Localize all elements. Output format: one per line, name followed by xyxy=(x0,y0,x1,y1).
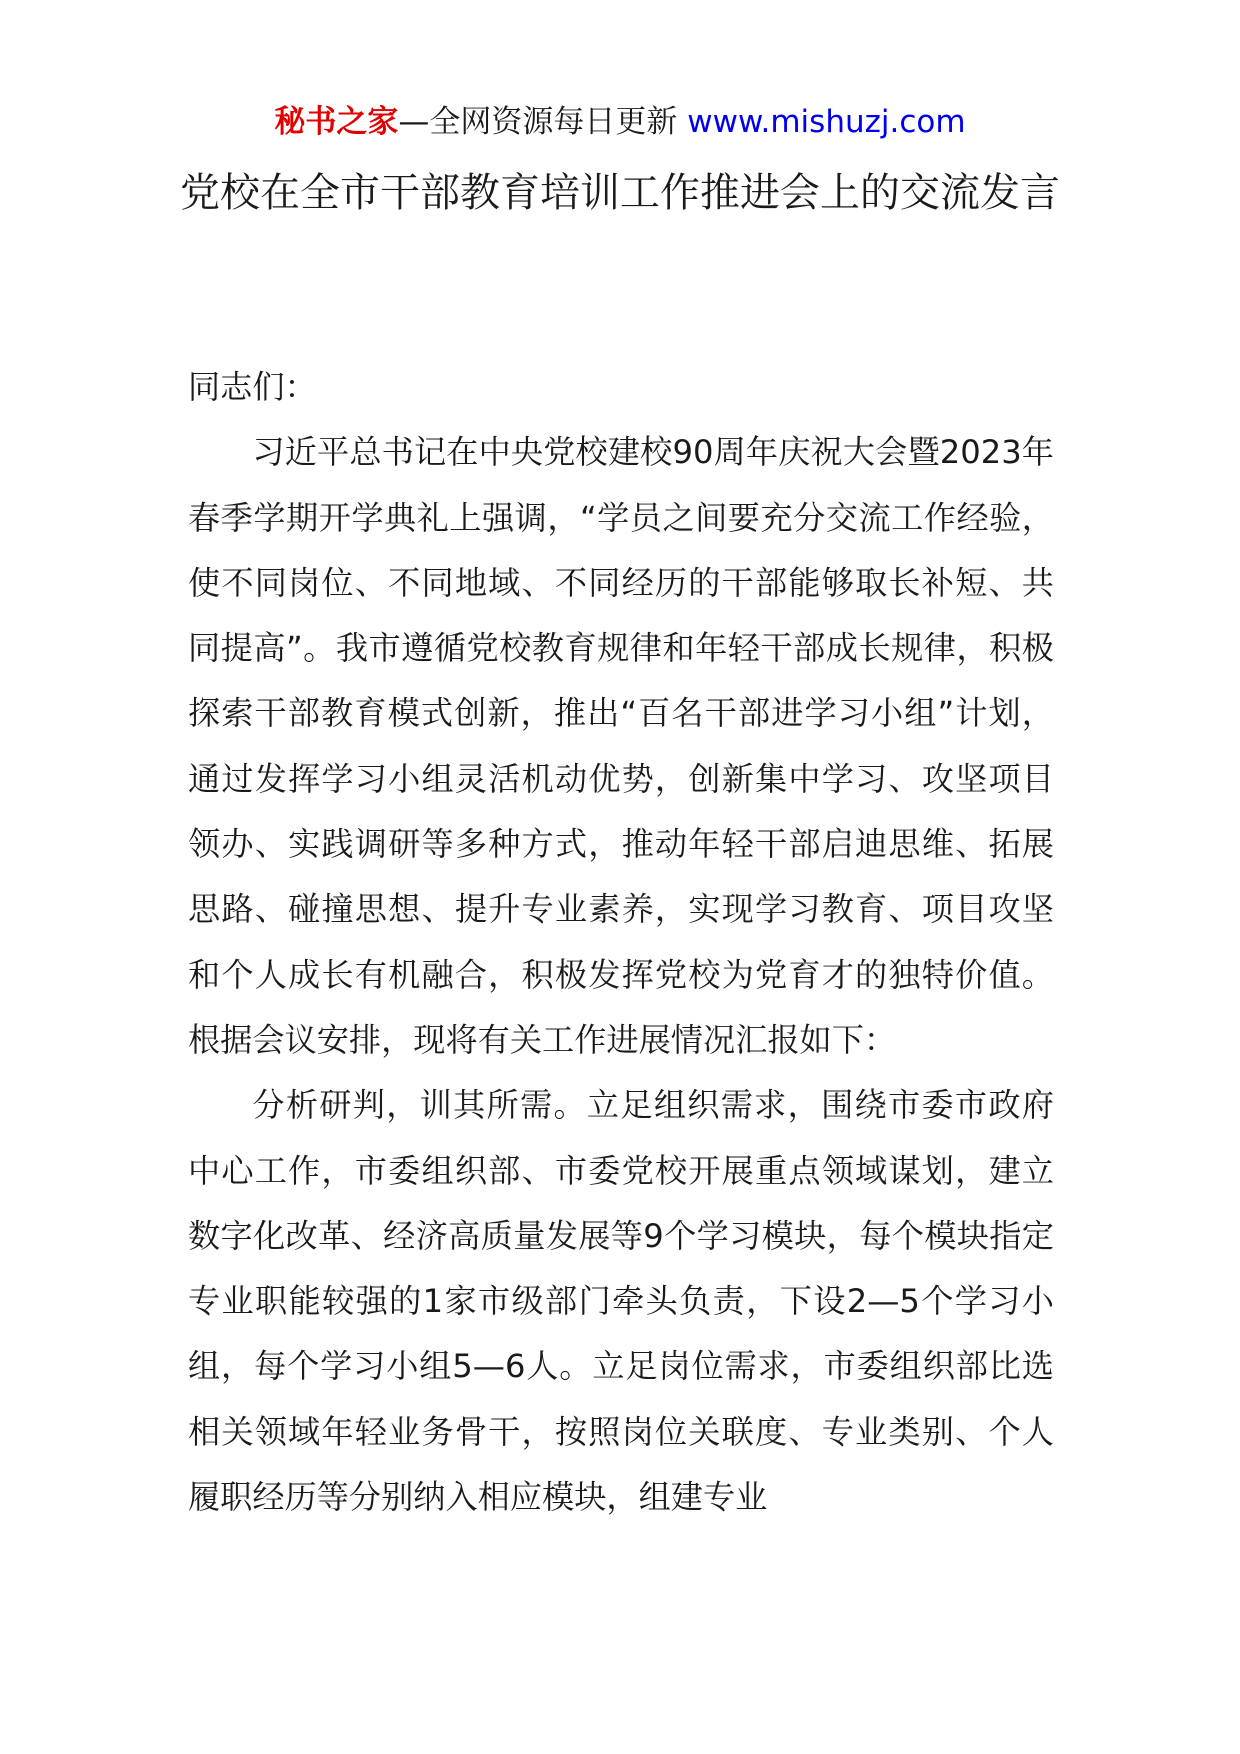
document-body xyxy=(188,355,1054,1530)
banner-tagline: —全网资源每日更新 xyxy=(398,104,678,140)
paragraph-analysis: 分析研判，训其所需。立足组织需求，围绕市委市政府中心工作，市委组织部、市委党校开展重点领域谋划，建立数字化改革、经济高质量发展等9个学习模块，每个模块指定专业职能较强的1家市级部门牵头负责，下设2—5个学习小组，每个学习小组5—6人。立足岗位需求，市委组织部比选相关领域年轻业务骨干，按照岗位关联度、专业类别、个人履职经历等分别纳入相应模块，组建专业 xyxy=(188,1086,1054,1517)
paragraph-intro: 习近平总书记在中央党校建校90周年庆祝大会暨2023年春季学期开学典礼上强调，“学员之间要充分交流工作经验，使不同岗位、不同地域、不同经历的干部能够取长补短、共同提高”。我市遵循党校教育规律和年轻干部成长规律，积极探索干部教育模式创新，推出“百名干部进学习小组”计划，通过发挥学习小组灵活机动优势，创新集中学习、攻坚项目领办、实践调研等多种方式，推动年轻干部启迪思维、拓展思路、碰撞思想、提升专业素养，实现学习教育、项目攻坚和个人成长有机融合，积极发挥党校为党育才的独特价值。根据会议安排，现将有关工作进展情况汇报如下： xyxy=(188,433,1054,1059)
site-url-link[interactable]: www.mishuzj.com xyxy=(687,104,966,140)
salutation: 同志们： xyxy=(188,368,317,406)
brand-name: 秘书之家 xyxy=(274,104,399,140)
document-title: 党校在全市干部教育培训工作推进会上的交流发言 xyxy=(180,170,1060,216)
site-banner xyxy=(0,100,1240,144)
